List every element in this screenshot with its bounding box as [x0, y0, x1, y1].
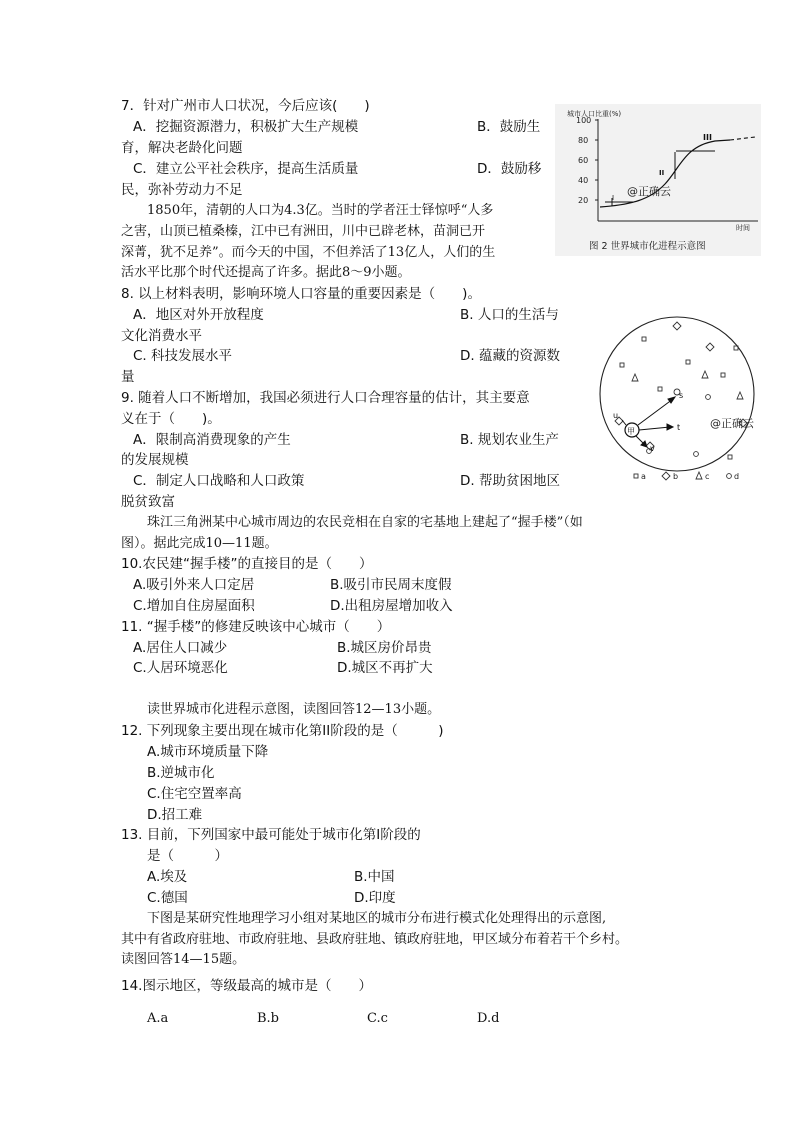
urbanization-figure: [555, 104, 761, 256]
legend-b-label: b: [673, 472, 679, 481]
q7-option-c: C．建立公平社会秩序，提高生活质量: [133, 161, 359, 177]
q13-option-b: B.中国: [354, 869, 395, 885]
q11-option-b: B.城区房价昂贵: [337, 640, 432, 656]
urbanization-watermark: @正确云: [627, 185, 671, 198]
arrow-to-u: [622, 420, 626, 425]
q8-option-b-cont: 文化消费水平: [121, 328, 202, 344]
q10-option-c: C.增加自住房屋面积: [133, 598, 255, 614]
q8-stem: 8. 以上材料表明，影响环境人口容量的重要因素是（ )。: [121, 286, 481, 302]
q13-stem: 13. 目前，下列国家中最可能处于城市化第Ⅰ阶段的: [121, 827, 421, 843]
material-1-line-4: 活水平比那个时代还提高了许多。据此8～9小题。: [121, 265, 411, 280]
urbanization-x-label: 时间: [736, 224, 750, 232]
q7-option-d: D．鼓励移: [477, 161, 542, 177]
q10-stem: 10.农民建“握手楼”的直接目的是（ ）: [121, 556, 373, 572]
material-3-line-1: 读世界城市化进程示意图，读图回答12—13小题。: [147, 702, 441, 717]
triangle-icon: [632, 374, 638, 381]
q13-stem-cont: 是（ ）: [147, 848, 228, 864]
q11-stem: 11. “握手楼”的修建反映该中心城市（ ）: [121, 619, 391, 635]
center-label: 甲: [627, 427, 635, 436]
q11-option-c: C.人居环境恶化: [133, 660, 228, 676]
q12-option-b: B.逆城市化: [147, 765, 215, 781]
q9-stem-cont: 义在于（ )。: [121, 411, 221, 427]
city-watermark: @正确云: [710, 417, 754, 430]
circle-icon: [706, 395, 711, 400]
stage-2-label: II: [659, 169, 665, 177]
q7-stem: 7．针对广州市人口状况，今后应该( ): [121, 98, 370, 114]
q8-option-d-cont: 量: [121, 369, 135, 385]
label-u: u: [613, 411, 619, 420]
y-tick-60: 60: [578, 156, 589, 165]
y-tick-20: 20: [578, 196, 589, 205]
square-icon: [642, 337, 646, 341]
y-tick-40: 40: [578, 176, 589, 185]
q12-option-a: A.城市环境质量下降: [147, 744, 269, 760]
urbanization-y-label: 城市人口比重(%): [567, 110, 622, 118]
q8-option-c: C. 科技发展水平: [133, 348, 233, 364]
legend-d-label: d: [734, 472, 740, 481]
q14-option-a: A.a: [147, 1011, 169, 1026]
q14-stem: 14.图示地区，等级最高的城市是（ ）: [121, 978, 372, 994]
label-t: t: [677, 423, 681, 432]
q11-option-d: D.城区不再扩大: [337, 660, 433, 676]
q14-option-c: C.c: [367, 1011, 388, 1026]
q9-option-d: D. 帮助贫困地区: [460, 473, 560, 489]
q13-option-a: A.埃及: [147, 869, 188, 885]
q8-option-b: B. 人口的生活与: [460, 307, 559, 323]
q9-stem: 9. 随着人口不断增加，我国必须进行人口合理容量的估计，其主要意: [121, 390, 530, 406]
q13-option-d: D.印度: [354, 890, 396, 906]
material-2-line-2: 图）。据此完成10—11题。: [121, 536, 278, 551]
q9-option-c: C．制定人口战略和人口政策: [133, 473, 305, 489]
q14-option-b: B.b: [257, 1011, 280, 1026]
legend-c-icon: [696, 472, 702, 479]
q7-option-b-cont: 育，解决老龄化问题: [121, 140, 243, 156]
legend-a-label: a: [641, 472, 646, 481]
q7-option-a: A．挖掘资源潜力，积极扩大生产规模: [133, 119, 359, 135]
q9-option-a: A．限制高消费现象的产生: [133, 432, 291, 448]
q10-option-a: A.吸引外来人口定居: [133, 577, 255, 593]
legend-c-label: c: [705, 472, 710, 481]
material-4-line-2: 其中有省政府驻地、市政府驻地、县政府驻地、镇政府驻地，甲区域分布着若干个乡村。: [121, 932, 629, 947]
legend-a-icon: [634, 474, 638, 478]
q7-option-d-cont: 民，弥补劳动力不足: [121, 182, 243, 198]
q11-option-a: A.居住人口减少: [133, 640, 228, 656]
city-distribution-figure: [598, 312, 766, 490]
material-1-line-1: 1850年，清朝的人口为4.3亿。当时的学者汪士铎惊呼“人多: [147, 203, 494, 218]
region-boundary: [600, 317, 754, 471]
legend-d-icon: [727, 474, 732, 479]
q12-option-c: C.住宅空置率高: [147, 786, 242, 802]
q12-option-d: D.招工难: [147, 807, 203, 823]
y-tick-100: 100: [576, 116, 592, 125]
q10-option-b: B.吸引市民周末度假: [330, 577, 452, 593]
material-2-line-1: 珠江三角洲某中心城市周边的农民竞相在自家的宅基地上建起了“握手楼”（如: [147, 515, 583, 530]
diamond-icon: [673, 322, 681, 330]
label-v: v: [650, 444, 655, 453]
q9-option-b: B. 规划农业生产: [460, 432, 559, 448]
material-1-line-2: 之害，山顶已植桑榛，江中已有洲田，川中已辟老林，苗洞已开: [121, 224, 486, 239]
q10-option-d: D.出租房屋增加收入: [330, 598, 453, 614]
arrow-to-t: [639, 427, 670, 430]
material-1-line-3: 深菁，犹不足养”。而今天的中国，不但养活了13亿人，人们的生: [121, 245, 496, 260]
q8-option-d: D. 蕴藏的资源数: [460, 348, 560, 364]
q14-option-d: D.d: [477, 1011, 500, 1026]
label-s: s: [679, 391, 684, 400]
material-4-line-3: 读图回答14—15题。: [121, 952, 246, 967]
material-4-line-1: 下图是某研究性地理学习小组对某地区的城市分布进行模式化处理得出的示意图,: [147, 911, 607, 926]
legend-b-icon: [662, 472, 670, 480]
q9-option-d-cont: 脱贫致富: [121, 494, 175, 510]
y-tick-80: 80: [578, 136, 589, 145]
arrow-to-s: [638, 399, 673, 425]
q13-option-c: C.德国: [147, 890, 188, 906]
stage-1-label: I: [612, 194, 615, 202]
q8-option-a: A．地区对外开放程度: [133, 307, 264, 323]
q12-stem: 12. 下列现象主要出现在城市化第II阶段的是（ ): [121, 723, 444, 739]
q7-option-b: B．鼓励生: [477, 119, 541, 135]
stage-3-label: III: [703, 133, 712, 142]
urbanization-caption: 图 2 世界城市化进程示意图: [589, 241, 706, 252]
q9-option-b-cont: 的发展规模: [121, 452, 189, 468]
